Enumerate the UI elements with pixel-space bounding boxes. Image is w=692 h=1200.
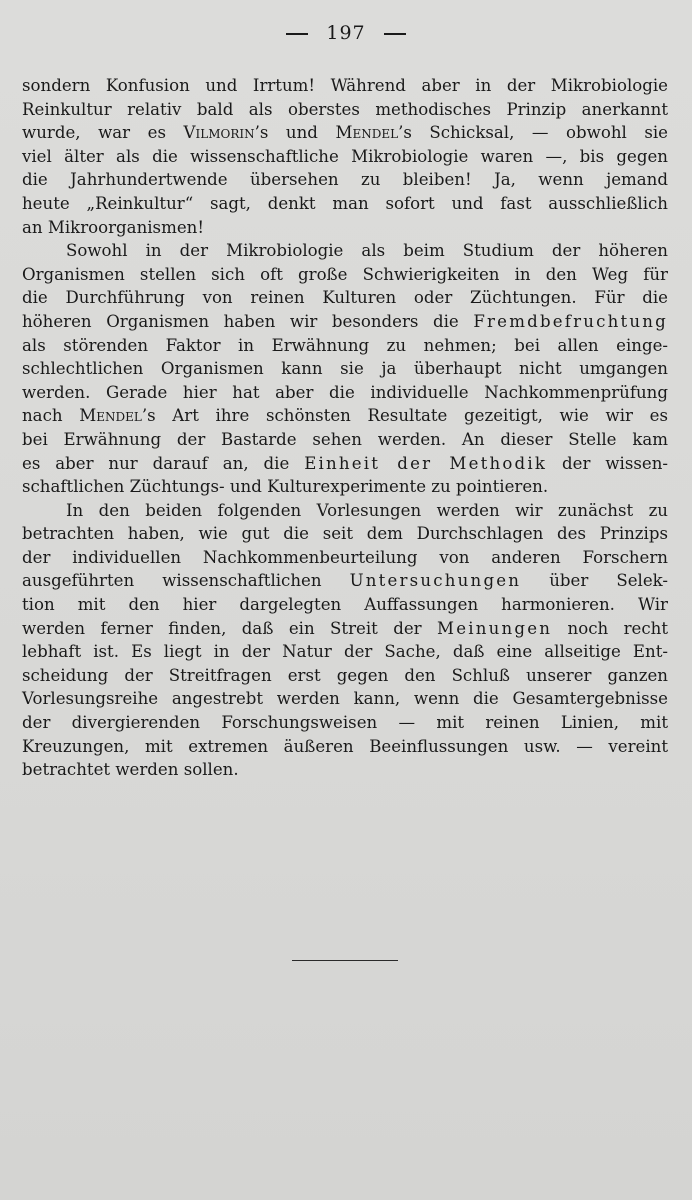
- text-line: betrachtet werden sollen.: [22, 760, 239, 780]
- text-line: als störenden Faktor in Erwähnung zu nehmen; bei allen einge-: [22, 335, 668, 355]
- text-line: werden ferner finden, daß ein Streit der Meinungen noch recht: [22, 618, 669, 638]
- text-line: werden. Gerade hier hat aber die individuelle Nachkommenprüfung: [22, 382, 668, 402]
- body-text: [22, 74, 668, 782]
- text-line: betrachten haben, wie gut die seit dem Durchschlagen des Prinzips: [22, 524, 668, 544]
- text-line: lebhaft ist. Es liegt in der Natur der Sache, daß eine allseitige Ent-: [22, 642, 668, 662]
- author-name: Vilmorin: [183, 123, 255, 143]
- page-number: 197: [326, 22, 366, 44]
- text-line: schaftlichen Züchtungs- und Kulturexperimente zu pointieren.: [22, 477, 549, 497]
- text-line: Vorlesungsreihe angestrebt werden kann, wenn die Gesamtergebnisse: [22, 689, 668, 709]
- text-line: höheren Organismen haben wir besonders die Fremdbefruchtung: [22, 311, 668, 331]
- header-dash-right: [384, 33, 406, 35]
- text-line: der individuellen Nachkommenbeurteilung von anderen Forschern: [22, 547, 668, 567]
- text-line: Organismen stellen sich oft große Schwierigkeiten in den Weg für: [22, 264, 668, 284]
- text-line: an Mikroorganismen!: [22, 217, 204, 237]
- spaced-emphasis: Meinungen: [437, 618, 553, 638]
- text-line: die Jahrhundertwende übersehen zu bleiben! Ja, wenn jemand: [22, 170, 668, 190]
- text-line: Sowohl in der Mikrobiologie als beim Studium der höheren: [66, 241, 668, 261]
- text-line: heute „Reinkultur“ sagt, denkt man sofort und fast ausschließlich: [22, 193, 668, 213]
- text-line: Reinkultur relativ bald als oberstes methodisches Prinzip anerkannt: [22, 99, 668, 119]
- text-line: scheidung der Streitfragen erst gegen den Schluß unserer ganzen: [22, 665, 668, 685]
- page-header: [0, 22, 692, 44]
- text-line: ausgeführten wissenschaftlichen Untersuchungen über Selek-: [22, 571, 669, 591]
- spaced-emphasis: Fremdbefruchtung: [473, 311, 668, 331]
- text-line: schlechtlichen Organismen kann sie ja überhaupt nicht umgangen: [22, 359, 668, 379]
- text-line: die Durchführung von reinen Kulturen oder Züchtungen. Für die: [22, 288, 668, 308]
- text-line: bei Erwähnung der Bastarde sehen werden. An dieser Stelle kam: [22, 429, 668, 449]
- text-line: Kreuzungen, mit extremen äußeren Beeinflussungen usw. — vereint: [22, 736, 668, 756]
- spaced-emphasis: Untersuchungen: [349, 571, 522, 591]
- text-line: sondern Konfusion und Irrtum! Während aber in der Mikrobiologie: [22, 76, 668, 95]
- section-end-rule: [292, 960, 398, 961]
- author-name: Mendel: [335, 123, 399, 143]
- text-line: wurde, war es Vilmorin’s und Mendel’s Schicksal, — obwohl sie: [22, 123, 669, 143]
- text-line: viel älter als die wissenschaftliche Mikrobiologie waren —, bis gegen: [22, 146, 668, 166]
- text-line: nach Mendel’s Art ihre schönsten Resultate gezeitigt, wie wir es: [22, 406, 668, 426]
- text-line: In den beiden folgenden Vorlesungen werden wir zunächst zu: [66, 500, 668, 520]
- text-line: tion mit den hier dargelegten Auffassungen harmonieren. Wir: [22, 595, 668, 615]
- spaced-emphasis: Einheit der Methodik: [304, 453, 548, 473]
- author-name: Mendel: [79, 406, 142, 426]
- header-dash-left: [286, 33, 308, 35]
- text-line: der divergierenden Forschungsweisen — mit reinen Linien, mit: [22, 713, 668, 733]
- text-line: es aber nur darauf an, die Einheit der Methodik der wissen-: [22, 453, 668, 473]
